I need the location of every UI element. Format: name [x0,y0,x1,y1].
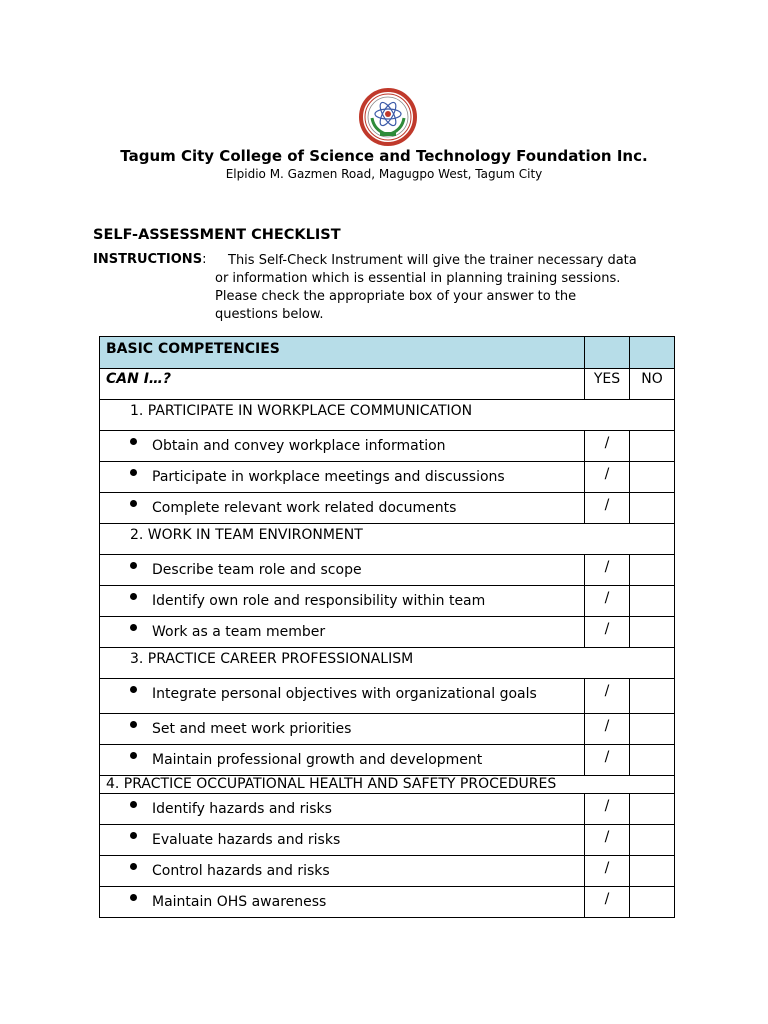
bullet-icon [130,832,137,839]
checklist-item-row [100,714,675,745]
instructions-line: or information which is essential in planning training sessions. [215,271,621,286]
checklist-item-cell [100,714,585,745]
yes-checkbox-cell[interactable]: / [585,825,630,856]
checklist-item-row [100,617,675,648]
yes-checkbox-cell[interactable]: / [585,586,630,617]
yes-checkbox-cell[interactable]: / [585,617,630,648]
no-checkbox-cell[interactable] [630,555,675,586]
instructions-label: INSTRUCTIONS: [93,252,207,267]
yes-checkbox-cell[interactable]: / [585,887,630,918]
no-checkbox-cell[interactable] [630,825,675,856]
section-label: 1. PARTICIPATE IN WORKPLACE COMMUNICATION [100,400,675,431]
bullet-icon [130,500,137,507]
bullet-icon [130,469,137,476]
can-i-label: CAN I…? [100,369,585,400]
bullet-icon [130,686,137,693]
checklist-item-cell [100,617,585,648]
table-header-yes-blank [585,337,630,369]
checklist-item-row [100,856,675,887]
bullet-icon [130,894,137,901]
checklist-item-cell [100,887,585,918]
checklist-item-text: Identify own role and responsibility within team [152,593,486,609]
checklist-item-row [100,462,675,493]
section-row [100,648,675,679]
no-checkbox-cell[interactable] [630,493,675,524]
bullet-icon [130,801,137,808]
checklist-item-text: Evaluate hazards and risks [152,832,341,848]
no-checkbox-cell[interactable] [630,679,675,714]
instructions-text [215,252,685,324]
section-label: 3. PRACTICE CAREER PROFESSIONALISM [100,648,675,679]
no-checkbox-cell[interactable] [630,431,675,462]
checklist-item-cell [100,825,585,856]
checklist-item-row [100,887,675,918]
bullet-icon [130,624,137,631]
no-checkbox-cell[interactable] [630,856,675,887]
competency-checklist-table [99,336,675,918]
checklist-item-text: Maintain professional growth and development [152,752,483,768]
no-checkbox-cell[interactable] [630,794,675,825]
table-header-row [100,337,675,369]
school-address: Elpidio M. Gazmen Road, Magugpo West, Tagum City [225,167,543,181]
no-checkbox-cell[interactable] [630,617,675,648]
checklist-item-row [100,794,675,825]
section-label: 2. WORK IN TEAM ENVIRONMENT [100,524,675,555]
instructions-line: questions below. [215,307,324,322]
bullet-icon [130,721,137,728]
checklist-item-row [100,431,675,462]
checklist-item-cell [100,462,585,493]
checklist-item-row [100,825,675,856]
yes-checkbox-cell[interactable]: / [585,555,630,586]
school-seal-logo [356,88,420,148]
instructions-line: Please check the appropriate box of your answer to the [215,289,577,304]
checklist-item-row [100,493,675,524]
yes-checkbox-cell[interactable]: / [585,462,630,493]
yes-checkbox-cell[interactable]: / [585,745,630,776]
checklist-item-text: Obtain and convey workplace information [152,438,446,454]
bullet-icon [130,438,137,445]
no-checkbox-cell[interactable] [630,462,675,493]
checklist-item-row [100,679,675,714]
no-checkbox-cell[interactable] [630,745,675,776]
no-column-label: NO [630,369,675,400]
section-label: 4. PRACTICE OCCUPATIONAL HEALTH AND SAFETY PROCEDURES [100,776,675,794]
checklist-item-cell [100,794,585,825]
yes-checkbox-cell[interactable]: / [585,431,630,462]
yes-checkbox-cell[interactable]: / [585,714,630,745]
checklist-item-row [100,555,675,586]
checklist-item-text: Control hazards and risks [152,863,330,879]
checklist-item-cell [100,493,585,524]
school-name: Tagum City College of Science and Technology Foundation Inc. [120,147,648,165]
bullet-icon [130,593,137,600]
can-i-row [100,369,675,400]
checklist-item-text: Set and meet work priorities [152,721,352,737]
checklist-item-text: Identify hazards and risks [152,801,332,817]
document-title: SELF-ASSESSMENT CHECKLIST [93,227,341,243]
checklist-item-text: Participate in workplace meetings and discussions [152,469,505,485]
yes-checkbox-cell[interactable]: / [585,679,630,714]
section-row [100,776,675,794]
checklist-item-cell [100,431,585,462]
section-row [100,524,675,555]
table-header-no-blank [630,337,675,369]
bullet-icon [130,863,137,870]
checklist-item-text: Work as a team member [152,624,326,640]
checklist-item-text: Complete relevant work related documents [152,500,457,516]
yes-column-label: YES [585,369,630,400]
yes-checkbox-cell[interactable]: / [585,794,630,825]
checklist-item-cell [100,586,585,617]
no-checkbox-cell[interactable] [630,714,675,745]
bullet-icon [130,752,137,759]
checklist-item-row [100,745,675,776]
no-checkbox-cell[interactable] [630,586,675,617]
section-row [100,400,675,431]
checklist-item-text: Integrate personal objectives with organizational goals [152,686,537,702]
checklist-item-text: Maintain OHS awareness [152,894,327,910]
instructions-line: This Self-Check Instrument will give the trainer necessary data [228,253,637,268]
checklist-item-cell [100,555,585,586]
bullet-icon [130,562,137,569]
yes-checkbox-cell[interactable]: / [585,493,630,524]
table-header-basic-competencies: BASIC COMPETENCIES [100,337,585,369]
checklist-item-cell [100,856,585,887]
no-checkbox-cell[interactable] [630,887,675,918]
checklist-item-cell [100,745,585,776]
checklist-item-text: Describe team role and scope [152,562,362,578]
checklist-item-row [100,586,675,617]
yes-checkbox-cell[interactable]: / [585,856,630,887]
checklist-item-cell [100,679,585,714]
